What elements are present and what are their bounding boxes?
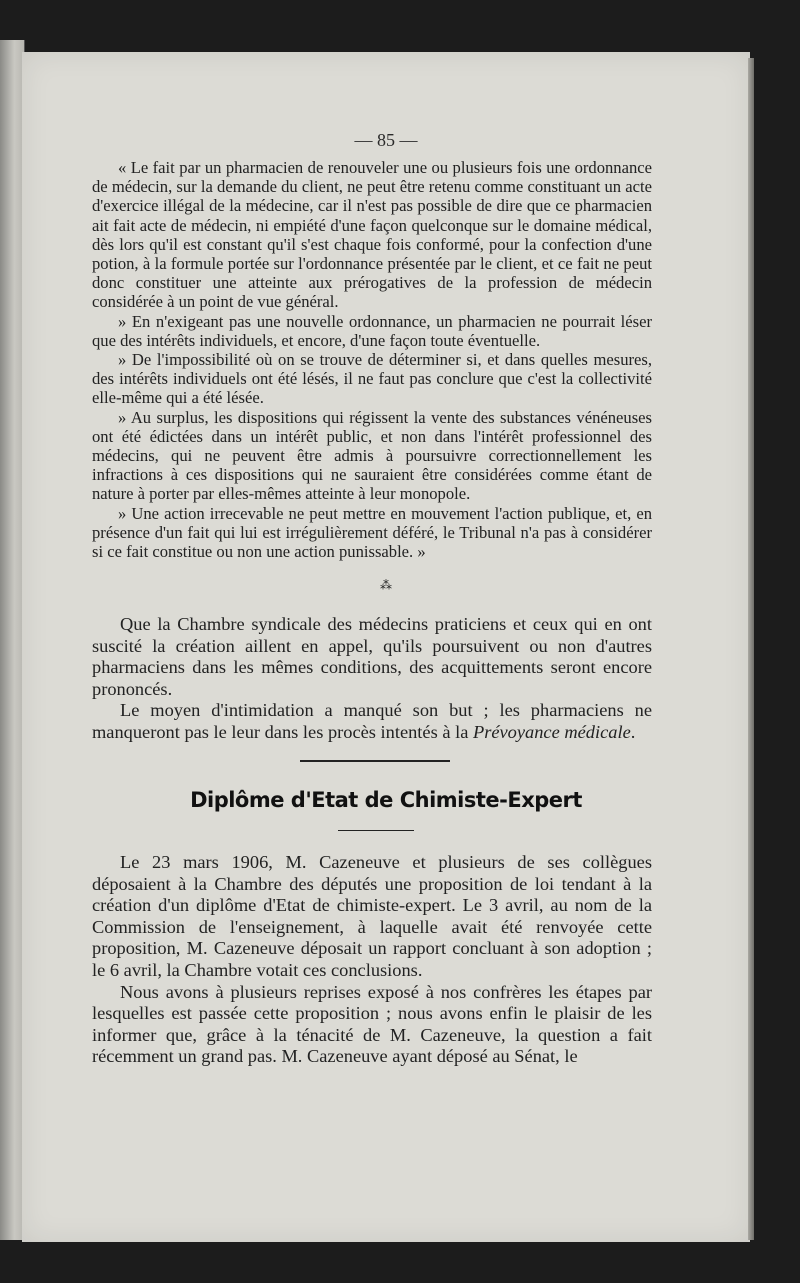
paragraph-text: . <box>630 721 636 742</box>
paragraph: » Une action irrecevable ne peut mettre en mouvement l'action publique, et, en présence d'un fait qui lui est irrégulièrement déféré, le Tribunal n'a pas à considérer si ce fait constitue ou non une action punissable. » <box>92 503 652 562</box>
asterism-separator: ⁂ <box>380 578 392 592</box>
divider-rule <box>300 760 450 762</box>
section-body <box>92 852 652 1068</box>
paragraph <box>92 700 652 743</box>
paragraph: » Au surplus, les dispositions qui régissent la vente des substances vénéneuses ont été édictées dans un intérêt public, et non dans l'intérêt professionnel des médecins, qui ne peuvent être admis à poursuivre correctionnellement les infractions à ces dispositions qui ne sauraient être considérées comme étant de nature à porter par elles-mêmes atteinte à leur monopole. <box>92 407 652 504</box>
paragraph-text: Le moyen d'intimidation a manqué son but ; les pharmaciens ne manqueront pas le leur dans les procès intentés à la <box>92 700 652 742</box>
divider-rule <box>338 830 414 831</box>
quoted-judgment <box>92 158 652 561</box>
page-number: — 85 — <box>354 130 418 150</box>
commentary <box>92 614 652 744</box>
paragraph: » En n'exigeant pas une nouvelle ordonnance, un pharmacien ne pourrait léser que des intérêts individuels, et encore, d'une façon toute éventuelle. <box>92 311 652 350</box>
page-edge-shadow <box>748 58 754 1240</box>
paragraph: Nous avons à plusieurs reprises exposé à nos confrères les étapes par lesquelles est passée cette proposition ; nous avons enfin le plaisir de les informer que, grâce à la ténacité de M. Cazeneuve, la question a fait récemment un grand pas. M. Cazeneuve ayant déposé au Sénat, le <box>92 981 652 1067</box>
paragraph: « Le fait par un pharmacien de renouveler une ou plusieurs fois une ordonnance de médecin, sur la demande du client, ne peut être retenu comme constituant un acte d'exercice illégal de la médecine, car il n'est pas possible de dire que ce pharmacien ait fait acte de médecin, ni empiété d'une façon quelconque sur le domaine médical, dès lors qu'il est constant qu'il s'est chaque fois conformé, pour la confection d'une potion, à la formule portée sur l'ordonnance présentée par le client, et ce fait ne peut donc constituer une atteinte aux prérogatives de la profession de médecin considérée à un point de vue général. <box>92 158 652 312</box>
book-page <box>22 52 750 1242</box>
italic-title: Prévoyance médicale <box>472 721 631 742</box>
section-heading: Diplôme d'Etat de Chimiste-Expert <box>190 788 582 812</box>
paragraph: Le 23 mars 1906, M. Cazeneuve et plusieurs de ses collègues déposaient à la Chambre des députés une proposition de loi tendant à la création d'un diplôme d'Etat de chimiste-expert. Le 3 avril, au nom de la Commission de l'enseignement, à laquelle avait été renvoyée cette proposition, M. Cazeneuve déposait un rapport concluant à son adoption ; le 6 avril, la Chambre votait ces conclusions. <box>92 852 652 980</box>
paragraph: Que la Chambre syndicale des médecins praticiens et ceux qui en ont suscité la création aillent en appel, qu'ils poursuivent ou non d'autres pharmaciens dans les mêmes conditions, des acquittements seront encore prononcés. <box>92 614 652 699</box>
paragraph: » De l'impossibilité où on se trouve de déterminer si, et dans quelles mesures, des intérêts individuels ont été lésés, il ne faut pas conclure que c'est la collectivité elle-même qui a été lésée. <box>92 350 652 408</box>
